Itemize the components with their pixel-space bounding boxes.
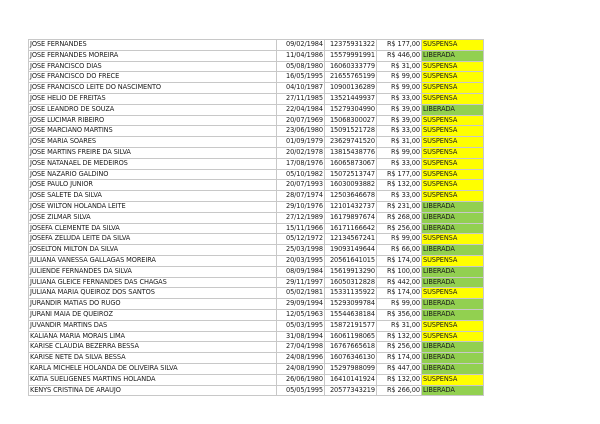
status-cell: SUSPENSA — [422, 234, 484, 245]
birth-date-cell: 01/09/1979 — [277, 137, 325, 148]
status-cell: LIBERADA — [422, 277, 484, 288]
status-cell: LIBERADA — [422, 104, 484, 115]
status-cell: LIBERADA — [422, 353, 484, 364]
birth-date-cell: 24/08/1996 — [277, 353, 325, 364]
status-cell: LIBERADA — [422, 201, 484, 212]
amount-cell: R$ 268,00 — [377, 212, 422, 223]
amount-cell: R$ 177,00 — [377, 40, 422, 51]
table-row — [29, 385, 484, 396]
amount-cell: R$ 100,00 — [377, 266, 422, 277]
status-cell: SUSPENSA — [422, 72, 484, 83]
name-cell: JOSE FERNANDES — [29, 40, 277, 51]
id-number-cell: 15279304990 — [325, 104, 377, 115]
table-row — [29, 93, 484, 104]
status-cell: SUSPENSA — [422, 169, 484, 180]
id-number-cell: 16061198065 — [325, 331, 377, 342]
amount-cell: R$ 132,00 — [377, 331, 422, 342]
amount-cell: R$ 356,00 — [377, 309, 422, 320]
name-cell: JURANDIR MATIAS DO RUGO — [29, 299, 277, 310]
name-cell: KARISE CLAUDIA BEZERRA BESSA — [29, 342, 277, 353]
id-number-cell: 12375931322 — [325, 40, 377, 51]
status-cell: SUSPENSA — [422, 191, 484, 202]
birth-date-cell: 05/03/1995 — [277, 320, 325, 331]
birth-date-cell: 05/12/1972 — [277, 234, 325, 245]
amount-cell: R$ 39,00 — [377, 104, 422, 115]
table-row — [29, 180, 484, 191]
name-cell: JOSE MARIA SOARES — [29, 137, 277, 148]
name-cell: JOSE FERNANDES MOREIRA — [29, 50, 277, 61]
status-cell: SUSPENSA — [422, 331, 484, 342]
amount-cell: R$ 256,00 — [377, 223, 422, 234]
amount-cell: R$ 256,00 — [377, 342, 422, 353]
table-row — [29, 61, 484, 72]
id-number-cell: 13815438776 — [325, 147, 377, 158]
id-number-cell: 15619913290 — [325, 266, 377, 277]
amount-cell: R$ 33,00 — [377, 93, 422, 104]
birth-date-cell: 26/06/1980 — [277, 374, 325, 385]
birth-date-cell: 29/09/1994 — [277, 299, 325, 310]
birth-date-cell: 22/04/1984 — [277, 104, 325, 115]
table-row — [29, 277, 484, 288]
status-cell: SUSPENSA — [422, 40, 484, 51]
name-cell: JOSE FRANCISCO DO FRECE — [29, 72, 277, 83]
name-cell: JULIANA MARIA QUEIROZ DOS SANTOS — [29, 288, 277, 299]
name-cell: JOSEFA ZELUDA LEITE DA SILVA — [29, 234, 277, 245]
status-cell: LIBERADA — [422, 212, 484, 223]
birth-date-cell: 27/11/1985 — [277, 93, 325, 104]
birth-date-cell: 24/08/1990 — [277, 363, 325, 374]
table-row — [29, 158, 484, 169]
status-cell: LIBERADA — [422, 245, 484, 256]
birth-date-cell: 05/08/1980 — [277, 61, 325, 72]
amount-cell: R$ 99,00 — [377, 299, 422, 310]
status-cell: LIBERADA — [422, 309, 484, 320]
birth-date-cell: 27/12/1989 — [277, 212, 325, 223]
status-cell: SUSPENSA — [422, 137, 484, 148]
amount-cell: R$ 446,00 — [377, 50, 422, 61]
table-row — [29, 147, 484, 158]
birth-date-cell: 08/09/1984 — [277, 266, 325, 277]
name-cell: JULIANA VANESSA GALLAGAS MOREIRA — [29, 255, 277, 266]
table-row — [29, 169, 484, 180]
name-cell: JURANI MAIA DE QUEIROZ — [29, 309, 277, 320]
birth-date-cell: 20/02/1978 — [277, 147, 325, 158]
amount-cell: R$ 99,00 — [377, 147, 422, 158]
status-cell: SUSPENSA — [422, 147, 484, 158]
id-number-cell: 12134567241 — [325, 234, 377, 245]
table-row — [29, 342, 484, 353]
birth-date-cell: 05/05/1995 — [277, 385, 325, 396]
amount-cell: R$ 33,00 — [377, 126, 422, 137]
table-row — [29, 255, 484, 266]
amount-cell: R$ 266,00 — [377, 385, 422, 396]
status-cell: LIBERADA — [422, 385, 484, 396]
amount-cell: R$ 132,00 — [377, 180, 422, 191]
name-cell: KARISE NETE DA SILVA BESSA — [29, 353, 277, 364]
birth-date-cell: 23/06/1980 — [277, 126, 325, 137]
birth-date-cell: 09/02/1984 — [277, 40, 325, 51]
id-number-cell: 15072513747 — [325, 169, 377, 180]
name-cell: JOSE WILTON HOLANDA LEITE — [29, 201, 277, 212]
name-cell: JOSELTON MILTON DA SILVA — [29, 245, 277, 256]
birth-date-cell: 11/04/1986 — [277, 50, 325, 61]
id-number-cell: 15297988099 — [325, 363, 377, 374]
status-cell: LIBERADA — [422, 266, 484, 277]
name-cell: JOSE NAZARIO GALDINO — [29, 169, 277, 180]
table-row — [29, 126, 484, 137]
id-number-cell: 12503646678 — [325, 191, 377, 202]
birth-date-cell: 20/03/1995 — [277, 255, 325, 266]
status-cell: SUSPENSA — [422, 374, 484, 385]
status-cell: LIBERADA — [422, 223, 484, 234]
table-row — [29, 212, 484, 223]
table-row — [29, 223, 484, 234]
amount-cell: R$ 39,00 — [377, 115, 422, 126]
amount-cell: R$ 231,00 — [377, 201, 422, 212]
id-number-cell: 10900136289 — [325, 83, 377, 94]
id-number-cell: 16179897674 — [325, 212, 377, 223]
status-cell: SUSPENSA — [422, 255, 484, 266]
table-row — [29, 353, 484, 364]
id-number-cell: 21655765199 — [325, 72, 377, 83]
id-number-cell: 13521449937 — [325, 93, 377, 104]
table-row — [29, 363, 484, 374]
id-number-cell: 12101432737 — [325, 201, 377, 212]
name-cell: JOSE SALETE DA SILVA — [29, 191, 277, 202]
table-row — [29, 115, 484, 126]
amount-cell: R$ 33,00 — [377, 158, 422, 169]
id-number-cell: 15331135922 — [325, 288, 377, 299]
status-cell: SUSPENSA — [422, 126, 484, 137]
id-number-cell: 16065873067 — [325, 158, 377, 169]
status-cell: LIBERADA — [422, 299, 484, 310]
name-cell: JOSE FRANCISCO LEITE DO NASCIMENTO — [29, 83, 277, 94]
status-cell: SUSPENSA — [422, 180, 484, 191]
id-number-cell: 15579991991 — [325, 50, 377, 61]
name-cell: JOSE LUCIMAR RIBEIRO — [29, 115, 277, 126]
name-cell: JOSE HELIO DE FREITAS — [29, 93, 277, 104]
id-number-cell: 16410141924 — [325, 374, 377, 385]
amount-cell: R$ 99,00 — [377, 83, 422, 94]
amount-cell: R$ 66,00 — [377, 245, 422, 256]
id-number-cell: 19093149644 — [325, 245, 377, 256]
id-number-cell: 15872191577 — [325, 320, 377, 331]
birth-date-cell: 20/07/1993 — [277, 180, 325, 191]
id-number-cell: 16076346130 — [325, 353, 377, 364]
table-row — [29, 331, 484, 342]
status-cell: LIBERADA — [422, 363, 484, 374]
id-number-cell: 16171166642 — [325, 223, 377, 234]
birth-date-cell: 25/03/1998 — [277, 245, 325, 256]
id-number-cell: 16060333779 — [325, 61, 377, 72]
amount-cell: R$ 99,00 — [377, 72, 422, 83]
records-table — [28, 39, 484, 396]
id-number-cell: 16030093882 — [325, 180, 377, 191]
birth-date-cell: 05/02/1981 — [277, 288, 325, 299]
table-row — [29, 40, 484, 51]
amount-cell: R$ 33,00 — [377, 191, 422, 202]
id-number-cell: 15544638184 — [325, 309, 377, 320]
id-number-cell: 20561641015 — [325, 255, 377, 266]
birth-date-cell: 12/05/1963 — [277, 309, 325, 320]
birth-date-cell: 04/10/1987 — [277, 83, 325, 94]
id-number-cell: 23629741520 — [325, 137, 377, 148]
table-row — [29, 137, 484, 148]
table-row — [29, 191, 484, 202]
name-cell: JUVANDIR MARTINS DAS — [29, 320, 277, 331]
name-cell: JOSE MARTINS FREIRE DA SILVA — [29, 147, 277, 158]
name-cell: JOSE MARCIANO MARTINS — [29, 126, 277, 137]
amount-cell: R$ 442,00 — [377, 277, 422, 288]
status-cell: SUSPENSA — [422, 288, 484, 299]
status-cell: SUSPENSA — [422, 61, 484, 72]
table-row — [29, 50, 484, 61]
name-cell: KALIANA MARIA MORAIS LIMA — [29, 331, 277, 342]
table-row — [29, 299, 484, 310]
name-cell: JOSE NATANAEL DE MEDEIROS — [29, 158, 277, 169]
id-number-cell: 15293099784 — [325, 299, 377, 310]
status-cell: SUSPENSA — [422, 93, 484, 104]
amount-cell: R$ 174,00 — [377, 288, 422, 299]
table-row — [29, 288, 484, 299]
name-cell: JULIANA GLEICE FERNANDES DAS CHAGAS — [29, 277, 277, 288]
id-number-cell: 15091521728 — [325, 126, 377, 137]
birth-date-cell: 17/08/1976 — [277, 158, 325, 169]
amount-cell: R$ 132,00 — [377, 374, 422, 385]
status-cell: LIBERADA — [422, 50, 484, 61]
name-cell: JOSE ZILMAR SILVA — [29, 212, 277, 223]
name-cell: KATIA SUELIGENES MARTINS HOLANDA — [29, 374, 277, 385]
name-cell: KENYS CRISTINA DE ARAUJO — [29, 385, 277, 396]
birth-date-cell: 28/07/1974 — [277, 191, 325, 202]
id-number-cell: 16767665618 — [325, 342, 377, 353]
table-row — [29, 72, 484, 83]
birth-date-cell: 27/04/1998 — [277, 342, 325, 353]
birth-date-cell: 31/08/1994 — [277, 331, 325, 342]
amount-cell: R$ 447,00 — [377, 363, 422, 374]
amount-cell: R$ 174,00 — [377, 255, 422, 266]
name-cell: JOSE FRANCISCO DIAS — [29, 61, 277, 72]
amount-cell: R$ 177,00 — [377, 169, 422, 180]
table-row — [29, 309, 484, 320]
name-cell: JULIENDE FERNANDES DA SILVA — [29, 266, 277, 277]
amount-cell: R$ 99,00 — [377, 234, 422, 245]
birth-date-cell: 16/05/1995 — [277, 72, 325, 83]
status-cell: SUSPENSA — [422, 115, 484, 126]
table-row — [29, 266, 484, 277]
table-row — [29, 104, 484, 115]
amount-cell: R$ 31,00 — [377, 61, 422, 72]
status-cell: SUSPENSA — [422, 83, 484, 94]
id-number-cell: 16050312828 — [325, 277, 377, 288]
records-body — [29, 40, 484, 396]
table-row — [29, 245, 484, 256]
name-cell: JOSE LEANDRO DE SOUZA — [29, 104, 277, 115]
birth-date-cell: 05/10/1982 — [277, 169, 325, 180]
status-cell: SUSPENSA — [422, 158, 484, 169]
birth-date-cell: 29/10/1976 — [277, 201, 325, 212]
table-row — [29, 374, 484, 385]
id-number-cell: 20577343219 — [325, 385, 377, 396]
birth-date-cell: 20/07/1969 — [277, 115, 325, 126]
table-row — [29, 320, 484, 331]
birth-date-cell: 15/11/1966 — [277, 223, 325, 234]
table-row — [29, 201, 484, 212]
status-cell: LIBERADA — [422, 342, 484, 353]
table-row — [29, 234, 484, 245]
birth-date-cell: 29/11/1997 — [277, 277, 325, 288]
amount-cell: R$ 31,00 — [377, 320, 422, 331]
status-cell: SUSPENSA — [422, 320, 484, 331]
name-cell: JOSE PAULO JUNIOR — [29, 180, 277, 191]
amount-cell: R$ 31,00 — [377, 137, 422, 148]
name-cell: KARLA MICHELE HOLANDA DE OLIVEIRA SILVA — [29, 363, 277, 374]
amount-cell: R$ 174,00 — [377, 353, 422, 364]
name-cell: JOSEFA CLEMENTE DA SILVA — [29, 223, 277, 234]
table-row — [29, 83, 484, 94]
id-number-cell: 15068300027 — [325, 115, 377, 126]
